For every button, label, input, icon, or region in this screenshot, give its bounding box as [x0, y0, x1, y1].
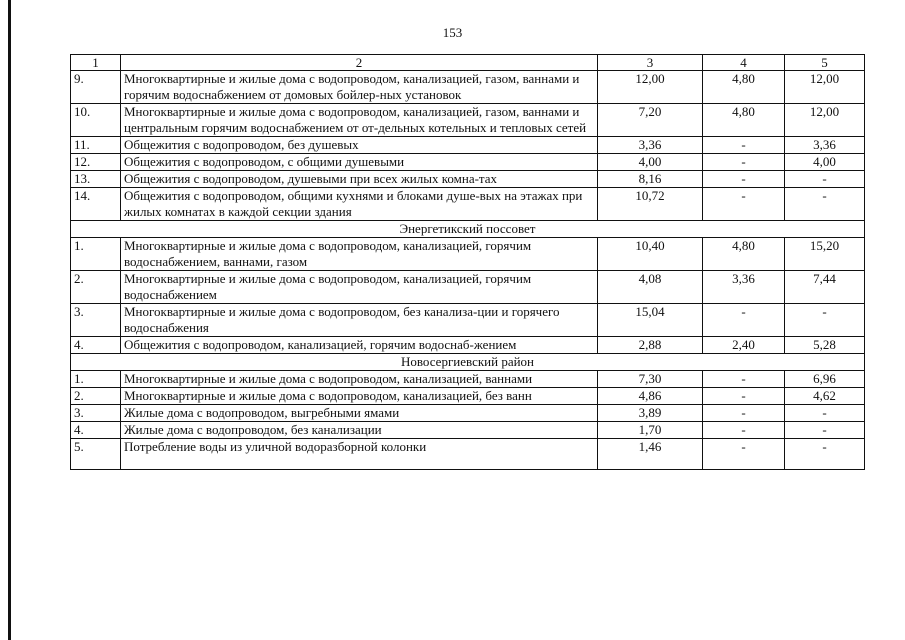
value-col5: 7,44 — [785, 271, 865, 304]
value-col5: 6,96 — [785, 371, 865, 388]
column-header: 5 — [785, 55, 865, 71]
value-col3: 7,30 — [598, 371, 703, 388]
value-col3: 4,00 — [598, 154, 703, 171]
value-col3: 7,20 — [598, 104, 703, 137]
value-col5: 4,62 — [785, 388, 865, 405]
column-header: 3 — [598, 55, 703, 71]
value-col5: 4,00 — [785, 154, 865, 171]
value-col4: - — [703, 154, 785, 171]
value-col5: 12,00 — [785, 71, 865, 104]
value-col3: 3,36 — [598, 137, 703, 154]
section-title: Новосергиевский район — [71, 354, 865, 371]
value-col5: - — [785, 422, 865, 439]
value-col4: - — [703, 188, 785, 221]
value-col3: 2,88 — [598, 337, 703, 354]
row-description: Общежития с водопроводом, общими кухнями и блоками душе-вых на этажах при жилых комнатах в каждой секции здания — [121, 188, 598, 221]
value-col4: - — [703, 439, 785, 470]
value-col5: - — [785, 405, 865, 422]
row-description: Потребление воды из уличной водоразборной колонки — [121, 439, 598, 470]
row-number: 1. — [71, 371, 121, 388]
value-col3: 10,72 — [598, 188, 703, 221]
value-col3: 3,89 — [598, 405, 703, 422]
value-col4: - — [703, 422, 785, 439]
value-col4: 4,80 — [703, 71, 785, 104]
row-number: 10. — [71, 104, 121, 137]
row-description: Многоквартирные и жилые дома с водопроводом, канализацией, горячим водоснабжением, ваннами, газом — [121, 238, 598, 271]
row-description: Многоквартирные и жилые дома с водопроводом, канализацией, без ванн — [121, 388, 598, 405]
row-description: Общежития с водопроводом, душевыми при всех жилых комна-тах — [121, 171, 598, 188]
row-description: Общежития с водопроводом, канализацией, горячим водоснаб-жением — [121, 337, 598, 354]
section-row — [71, 221, 865, 238]
page-number: 153 — [442, 25, 463, 40]
row-number: 2. — [71, 388, 121, 405]
value-col5: - — [785, 188, 865, 221]
table-row — [71, 104, 865, 137]
value-col3: 4,86 — [598, 388, 703, 405]
row-number: 4. — [71, 422, 121, 439]
row-description: Многоквартирные и жилые дома с водопроводом, канализацией, газом, ваннами и горячим водоснабжением от домовых бойлер-ных установок — [121, 71, 598, 104]
row-description: Многоквартирные и жилые дома с водопроводом, канализацией, горячим водоснабжением — [121, 271, 598, 304]
row-description: Многоквартирные и жилые дома с водопроводом, канализацией, ваннами — [121, 371, 598, 388]
scan-edge-bar — [8, 0, 11, 640]
value-col4: - — [703, 171, 785, 188]
row-description: Жилые дома с водопроводом, выгребными ямами — [121, 405, 598, 422]
value-col5: - — [785, 171, 865, 188]
column-header: 1 — [71, 55, 121, 71]
value-col4: - — [703, 388, 785, 405]
value-col4: 2,40 — [703, 337, 785, 354]
value-col3: 12,00 — [598, 71, 703, 104]
table-header-row — [71, 55, 865, 71]
value-col5: 12,00 — [785, 104, 865, 137]
row-number: 14. — [71, 188, 121, 221]
row-number: 11. — [71, 137, 121, 154]
value-col3: 1,70 — [598, 422, 703, 439]
row-number: 3. — [71, 405, 121, 422]
table-row — [71, 71, 865, 104]
table-row — [71, 337, 865, 354]
value-col5: 5,28 — [785, 337, 865, 354]
column-header: 4 — [703, 55, 785, 71]
table-row — [71, 405, 865, 422]
row-number: 2. — [71, 271, 121, 304]
block1-rows — [71, 71, 865, 221]
row-number: 9. — [71, 71, 121, 104]
value-col3: 15,04 — [598, 304, 703, 337]
value-col5: - — [785, 304, 865, 337]
table-row — [71, 137, 865, 154]
row-number: 12. — [71, 154, 121, 171]
section-title: Энергетикский поссовет — [71, 221, 865, 238]
row-number: 4. — [71, 337, 121, 354]
block3-rows — [71, 371, 865, 470]
value-col4: - — [703, 405, 785, 422]
row-description: Общежития с водопроводом, без душевых — [121, 137, 598, 154]
table-row — [71, 371, 865, 388]
value-col3: 10,40 — [598, 238, 703, 271]
value-col4: - — [703, 371, 785, 388]
row-description: Общежития с водопроводом, с общими душевыми — [121, 154, 598, 171]
value-col3: 4,08 — [598, 271, 703, 304]
row-number: 3. — [71, 304, 121, 337]
table-row — [71, 171, 865, 188]
value-col3: 8,16 — [598, 171, 703, 188]
row-number: 5. — [71, 439, 121, 470]
value-col5: 15,20 — [785, 238, 865, 271]
row-description: Многоквартирные и жилые дома с водопроводом, без канализа-ции и горячего водоснабжения — [121, 304, 598, 337]
block2-rows — [71, 238, 865, 354]
tariff-table — [70, 54, 865, 470]
value-col4: - — [703, 137, 785, 154]
table-row — [71, 271, 865, 304]
value-col5: - — [785, 439, 865, 470]
row-number: 13. — [71, 171, 121, 188]
table-row — [71, 304, 865, 337]
table-row — [71, 188, 865, 221]
row-description: Многоквартирные и жилые дома с водопроводом, канализацией, газом, ваннами и центральным горячим водоснабжением от от-дельных котельных и тепловых сетей — [121, 104, 598, 137]
value-col4: 4,80 — [703, 104, 785, 137]
row-description: Жилые дома с водопроводом, без канализации — [121, 422, 598, 439]
value-col4: 3,36 — [703, 271, 785, 304]
table-row — [71, 388, 865, 405]
table-row — [71, 439, 865, 470]
row-number: 1. — [71, 238, 121, 271]
column-header: 2 — [121, 55, 598, 71]
section-row — [71, 354, 865, 371]
value-col3: 1,46 — [598, 439, 703, 470]
value-col5: 3,36 — [785, 137, 865, 154]
table-row — [71, 154, 865, 171]
value-col4: 4,80 — [703, 238, 785, 271]
table-row — [71, 422, 865, 439]
value-col4: - — [703, 304, 785, 337]
table-row — [71, 238, 865, 271]
